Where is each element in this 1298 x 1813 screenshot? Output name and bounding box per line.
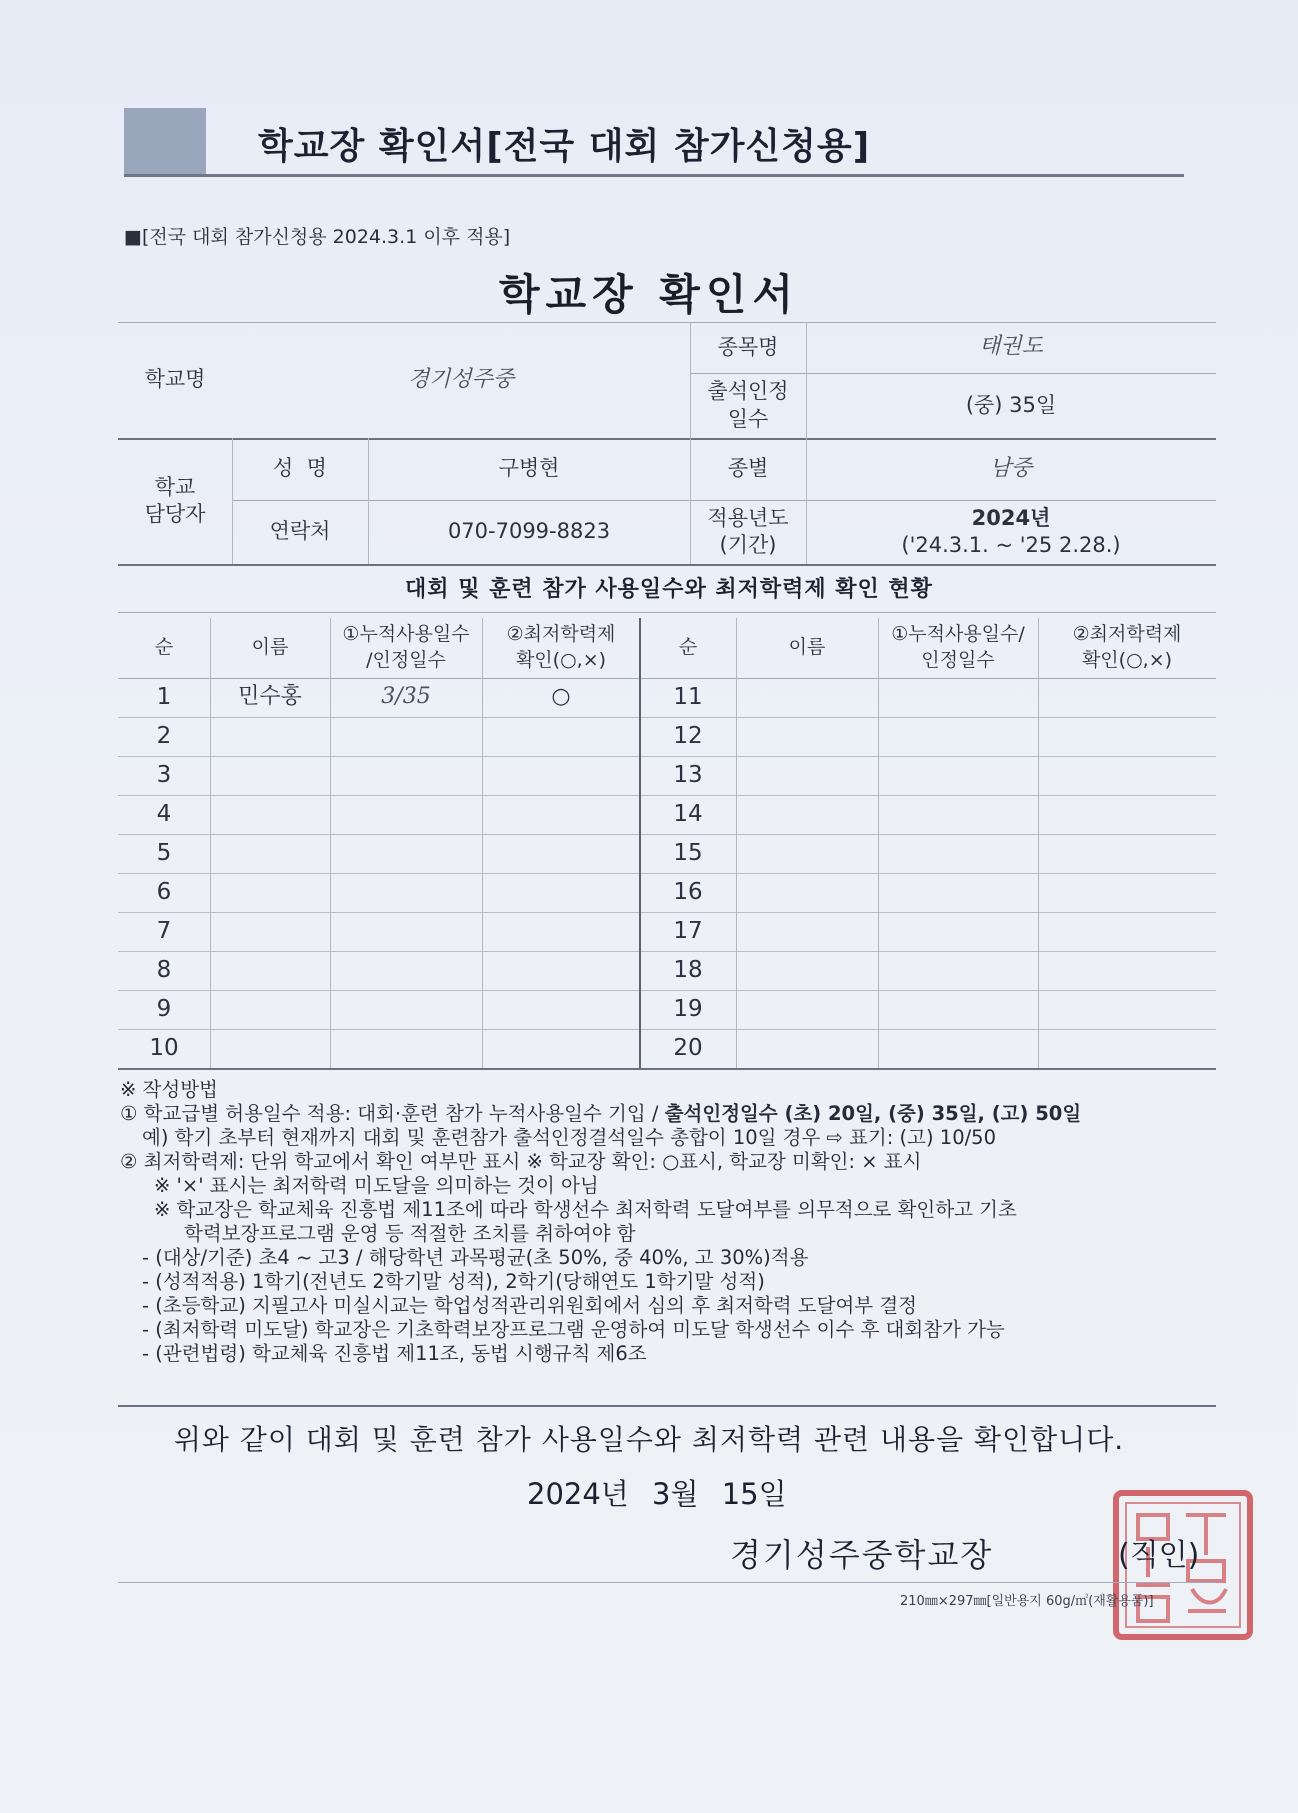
manager-name-label: 성 명 — [273, 456, 327, 481]
notes-heading: ※ 작성방법 — [120, 1078, 218, 1101]
contact-value: 070-7099-8823 — [447, 519, 611, 544]
row-days: 3/35 — [381, 684, 431, 710]
row-days — [330, 912, 482, 951]
row-number: 19 — [673, 995, 703, 1022]
header-decor-box — [124, 108, 206, 176]
rule — [118, 1582, 1216, 1583]
school-name-label: 학교명 — [144, 367, 206, 392]
note-1b: 출석인정일수 (초) 20일, (중) 35일, (고) 50일 — [664, 1102, 1082, 1125]
row-number: 18 — [673, 956, 703, 983]
rule — [118, 756, 1216, 757]
detail-4: - (최저학력 미도달) 학교장은 기초학력보장프로그램 운영하여 미도달 학생선수 이수 후 대회참가 가능 — [142, 1318, 1005, 1341]
row-check — [482, 1029, 640, 1068]
row-name — [210, 834, 330, 873]
row-number: 8 — [156, 956, 172, 983]
note-4b: 학력보장프로그램 운영 등 적절한 조치를 취하여야 함 — [184, 1222, 636, 1245]
seal-label: (직인) — [1118, 1538, 1200, 1573]
issue-date — [527, 1472, 787, 1513]
row-number: 15 — [673, 839, 703, 866]
category-label: 종별 — [727, 456, 769, 481]
manager-label: 학교 담당자 — [144, 474, 206, 526]
row-check — [482, 756, 640, 795]
row-name — [210, 990, 330, 1029]
row-check — [482, 951, 640, 990]
sport-value: 태권도 — [979, 334, 1043, 360]
note-4a: ※ 학교장은 학교체육 진흥법 제11조에 따라 학생선수 최저학력 도달여부를 의무적으로 확인하고 기초 — [154, 1198, 1017, 1221]
date-month: 3월 — [652, 1477, 699, 1511]
year-value: 2024년 — [971, 505, 1051, 530]
rule — [639, 618, 641, 1068]
row-check — [482, 795, 640, 834]
rule — [118, 912, 1216, 913]
rule — [118, 795, 1216, 796]
row-name: 민수홍 — [238, 684, 302, 710]
row-days — [330, 795, 482, 834]
row-days — [330, 1029, 482, 1068]
rule — [118, 951, 1216, 952]
row-days — [330, 990, 482, 1029]
detail-1: - (대상/기준) 초4 ~ 고3 / 해당학년 과목평균(초 50%, 중 40%, 고 30%)적용 — [142, 1246, 809, 1269]
row-check — [482, 834, 640, 873]
row-check — [482, 717, 640, 756]
attendance-days-label: 출석인정 일수 — [707, 379, 789, 431]
row-days — [330, 756, 482, 795]
row-check — [482, 873, 640, 912]
detail-3: - (초등학교) 지필고사 미실시교는 학업성적관리위원회에서 심의 후 최저학력 도달여부 결정 — [142, 1294, 918, 1317]
year-cell — [806, 500, 1216, 564]
row-days — [330, 873, 482, 912]
header-no: 순 — [154, 636, 174, 659]
period-value: ('24.3.1. ~ '25 2.28.) — [901, 533, 1121, 557]
principal-name: 경기성주중학교장 — [730, 1536, 994, 1574]
section-title: 대회 및 훈련 참가 사용일수와 최저학력제 확인 현황 — [405, 577, 933, 602]
row-number: 2 — [156, 722, 172, 749]
rule — [1038, 618, 1039, 1068]
document-title: 학교장 확인서 — [498, 270, 800, 319]
detail-2: - (성적적용) 1학기(전년도 2학기말 성적), 2학기(당해연도 1학기말 성적) — [142, 1270, 765, 1293]
row-number: 7 — [156, 917, 172, 944]
rule — [118, 717, 1216, 718]
row-number: 12 — [673, 722, 703, 749]
contact-label: 연락처 — [269, 519, 331, 544]
rule — [118, 1068, 1216, 1070]
header-name: 이름 — [788, 636, 826, 659]
rule — [210, 618, 211, 1068]
school-name-value: 경기성주중 — [407, 366, 515, 392]
row-name — [210, 795, 330, 834]
row-name — [210, 912, 330, 951]
row-number: 13 — [673, 761, 703, 788]
rule — [118, 564, 1216, 566]
row-name — [210, 756, 330, 795]
row-check — [482, 912, 640, 951]
rule — [118, 678, 1216, 679]
rule — [118, 1029, 1216, 1030]
rule — [118, 990, 1216, 991]
row-number: 16 — [673, 878, 703, 905]
row-number: 17 — [673, 917, 703, 944]
rule — [118, 612, 1216, 613]
rule — [118, 873, 1216, 874]
form-subnote: ■[전국 대회 참가신청용 2024.3.1 이후 적용] — [124, 226, 511, 248]
row-name — [210, 1029, 330, 1068]
note-3: ※ '×' 표시는 최저학력 미도달을 의미하는 것이 아님 — [154, 1174, 599, 1197]
row-number: 11 — [673, 683, 703, 710]
instructions — [120, 1078, 1220, 1366]
row-name — [210, 873, 330, 912]
category-value: 남중 — [989, 455, 1033, 481]
header-no: 순 — [678, 636, 698, 659]
rule — [118, 834, 1216, 835]
row-days — [330, 951, 482, 990]
paper-spec-footer: 210㎜×297㎜[일반용지 60g/㎡(재활용품)] — [900, 1594, 1154, 1609]
row-number: 20 — [673, 1034, 703, 1061]
row-number: 4 — [156, 800, 172, 827]
rule — [330, 618, 331, 1068]
detail-5: - (관련법령) 학교체육 진흥법 제11조, 동법 시행규칙 제6조 — [142, 1342, 647, 1365]
header-check: ②최저학력제 확인(○,×) — [1072, 623, 1182, 671]
rule — [736, 618, 737, 1068]
year-label: 적용년도 (기간) — [707, 505, 789, 557]
date-year: 2024년 — [527, 1477, 629, 1511]
row-number: 1 — [156, 683, 172, 710]
row-number: 10 — [149, 1034, 179, 1061]
row-name — [210, 951, 330, 990]
header-check: ②최저학력제 확인(○,×) — [506, 623, 616, 671]
note-1a: ① 학교급별 허용일수 적용: 대회·훈련 참가 누적사용일수 기입 / — [120, 1102, 665, 1125]
header-name: 이름 — [251, 636, 289, 659]
attendance-days-value: (중) 35일 — [965, 392, 1057, 417]
header-underline — [124, 174, 1184, 177]
header-days: ①누적사용일수 /인정일수 — [342, 623, 470, 671]
rule — [482, 618, 483, 1068]
sport-label: 종목명 — [717, 334, 779, 359]
manager-name-value: 구병현 — [498, 456, 560, 481]
confirmation-statement: 위와 같이 대회 및 훈련 참가 사용일수와 최저학력 관련 내용을 확인합니다. — [173, 1423, 1125, 1456]
header-days: ①누적사용일수/ 인정일수 — [891, 623, 1025, 671]
row-number: 6 — [156, 878, 172, 905]
header-title: 학교장 확인서[전국 대회 참가신청용] — [258, 126, 871, 167]
note-1c: 예) 학기 초부터 현재까지 대회 및 훈련참가 출석인정결석일수 총합이 10일 경우 ⇨ 표기: (고) 10/50 — [142, 1126, 996, 1149]
row-name — [210, 717, 330, 756]
rule — [878, 618, 879, 1068]
row-number: 14 — [673, 800, 703, 827]
row-number: 9 — [156, 995, 172, 1022]
row-check: ○ — [551, 684, 571, 710]
row-number: 5 — [156, 839, 172, 866]
row-days — [330, 834, 482, 873]
date-day: 15일 — [721, 1477, 787, 1511]
note-2: ② 최저학력제: 단위 학교에서 확인 여부만 표시 ※ 학교장 확인: ○표시, 학교장 미확인: × 표시 — [120, 1150, 922, 1173]
row-number: 3 — [156, 761, 172, 788]
row-days — [330, 717, 482, 756]
rule — [118, 1405, 1216, 1407]
row-check — [482, 990, 640, 1029]
note-1 — [120, 1102, 1220, 1126]
